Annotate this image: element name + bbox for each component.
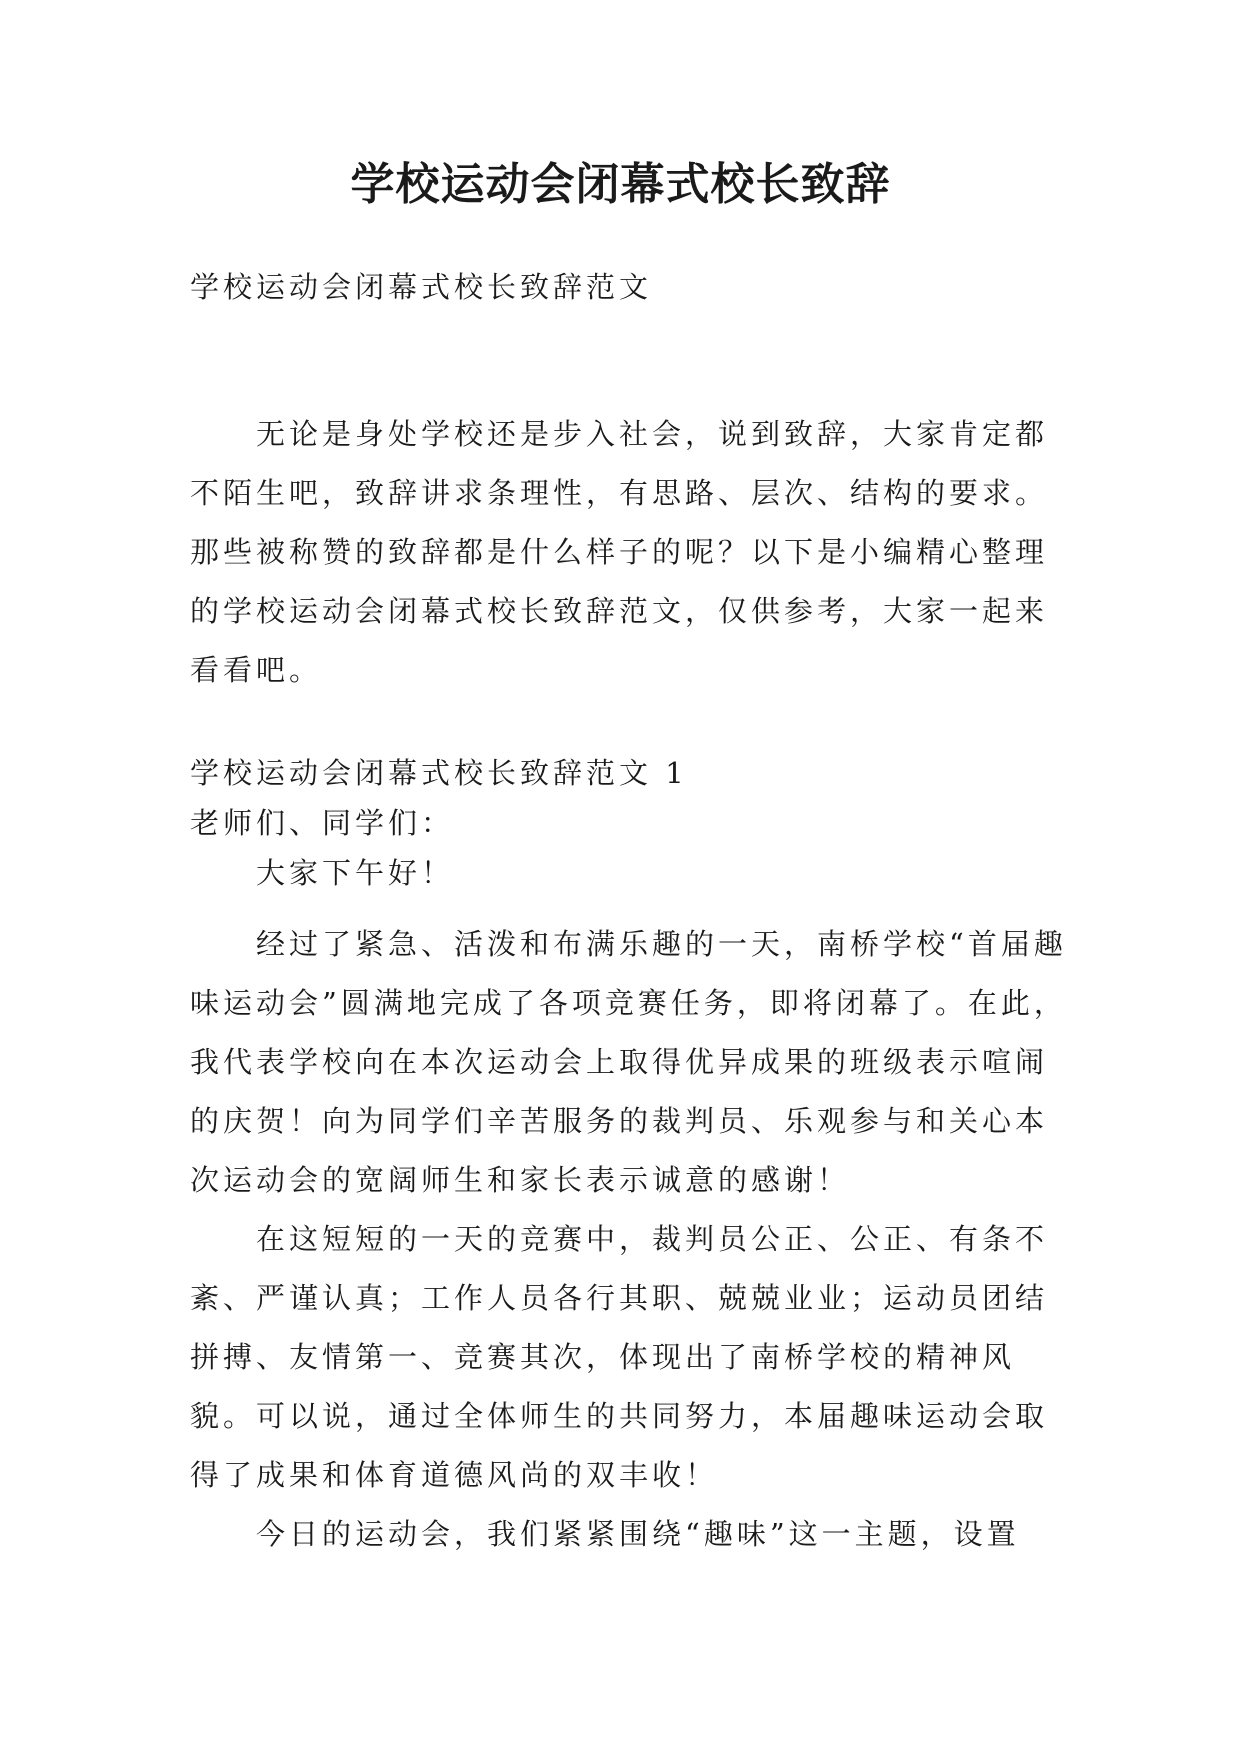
section-opening [190,748,1070,898]
body-paragraph: 在这短短的一天的竞赛中，裁判员公正、公正、有条不紊、严谨认真；工作人员各行其职、兢兢业业；运动员团结拼搏、友情第一、竞赛其次，体现出了南桥学校的精神风貌。可以说，通过全体师生的共同努力，本届趣味运动会取得了成果和体育道德风尚的双丰收！ [190,1222,1049,1492]
salutation: 老师们、同学们： [190,806,455,840]
document-subtitle: 学校运动会闭幕式校长致辞范文 [190,270,653,304]
body-paragraph: 今日的运动会，我们紧紧围绕“趣味”这一主题，设置 [256,1517,1020,1551]
speech-body [190,915,1070,1564]
body-paragraph: 经过了紧急、活泼和布满乐趣的一天，南桥学校“首届趣味运动会”圆满地完成了各项竞赛任务，即将闭幕了。在此，我代表学校向在本次运动会上取得优异成果的班级表示喧闹的庆贺！向为同学们辛苦服务的裁判员、乐观参与和关心本次运动会的宽阔师生和家长表示诚意的感谢！ [190,927,1067,1197]
greeting: 大家下午好！ [256,856,455,890]
document-title: 学校运动会闭幕式校长致辞 [350,159,891,210]
section-heading: 学校运动会闭幕式校长致辞范文 1 [190,756,688,790]
intro-paragraph: 无论是身处学校还是步入社会，说到致辞，大家肯定都不陌生吧，致辞讲求条理性，有思路、层次、结构的要求。那些被称赞的致辞都是什么样子的呢？以下是小编精心整理的学校运动会闭幕式校长致辞范文，仅供参考，大家一起来看看吧。 [190,417,1049,687]
